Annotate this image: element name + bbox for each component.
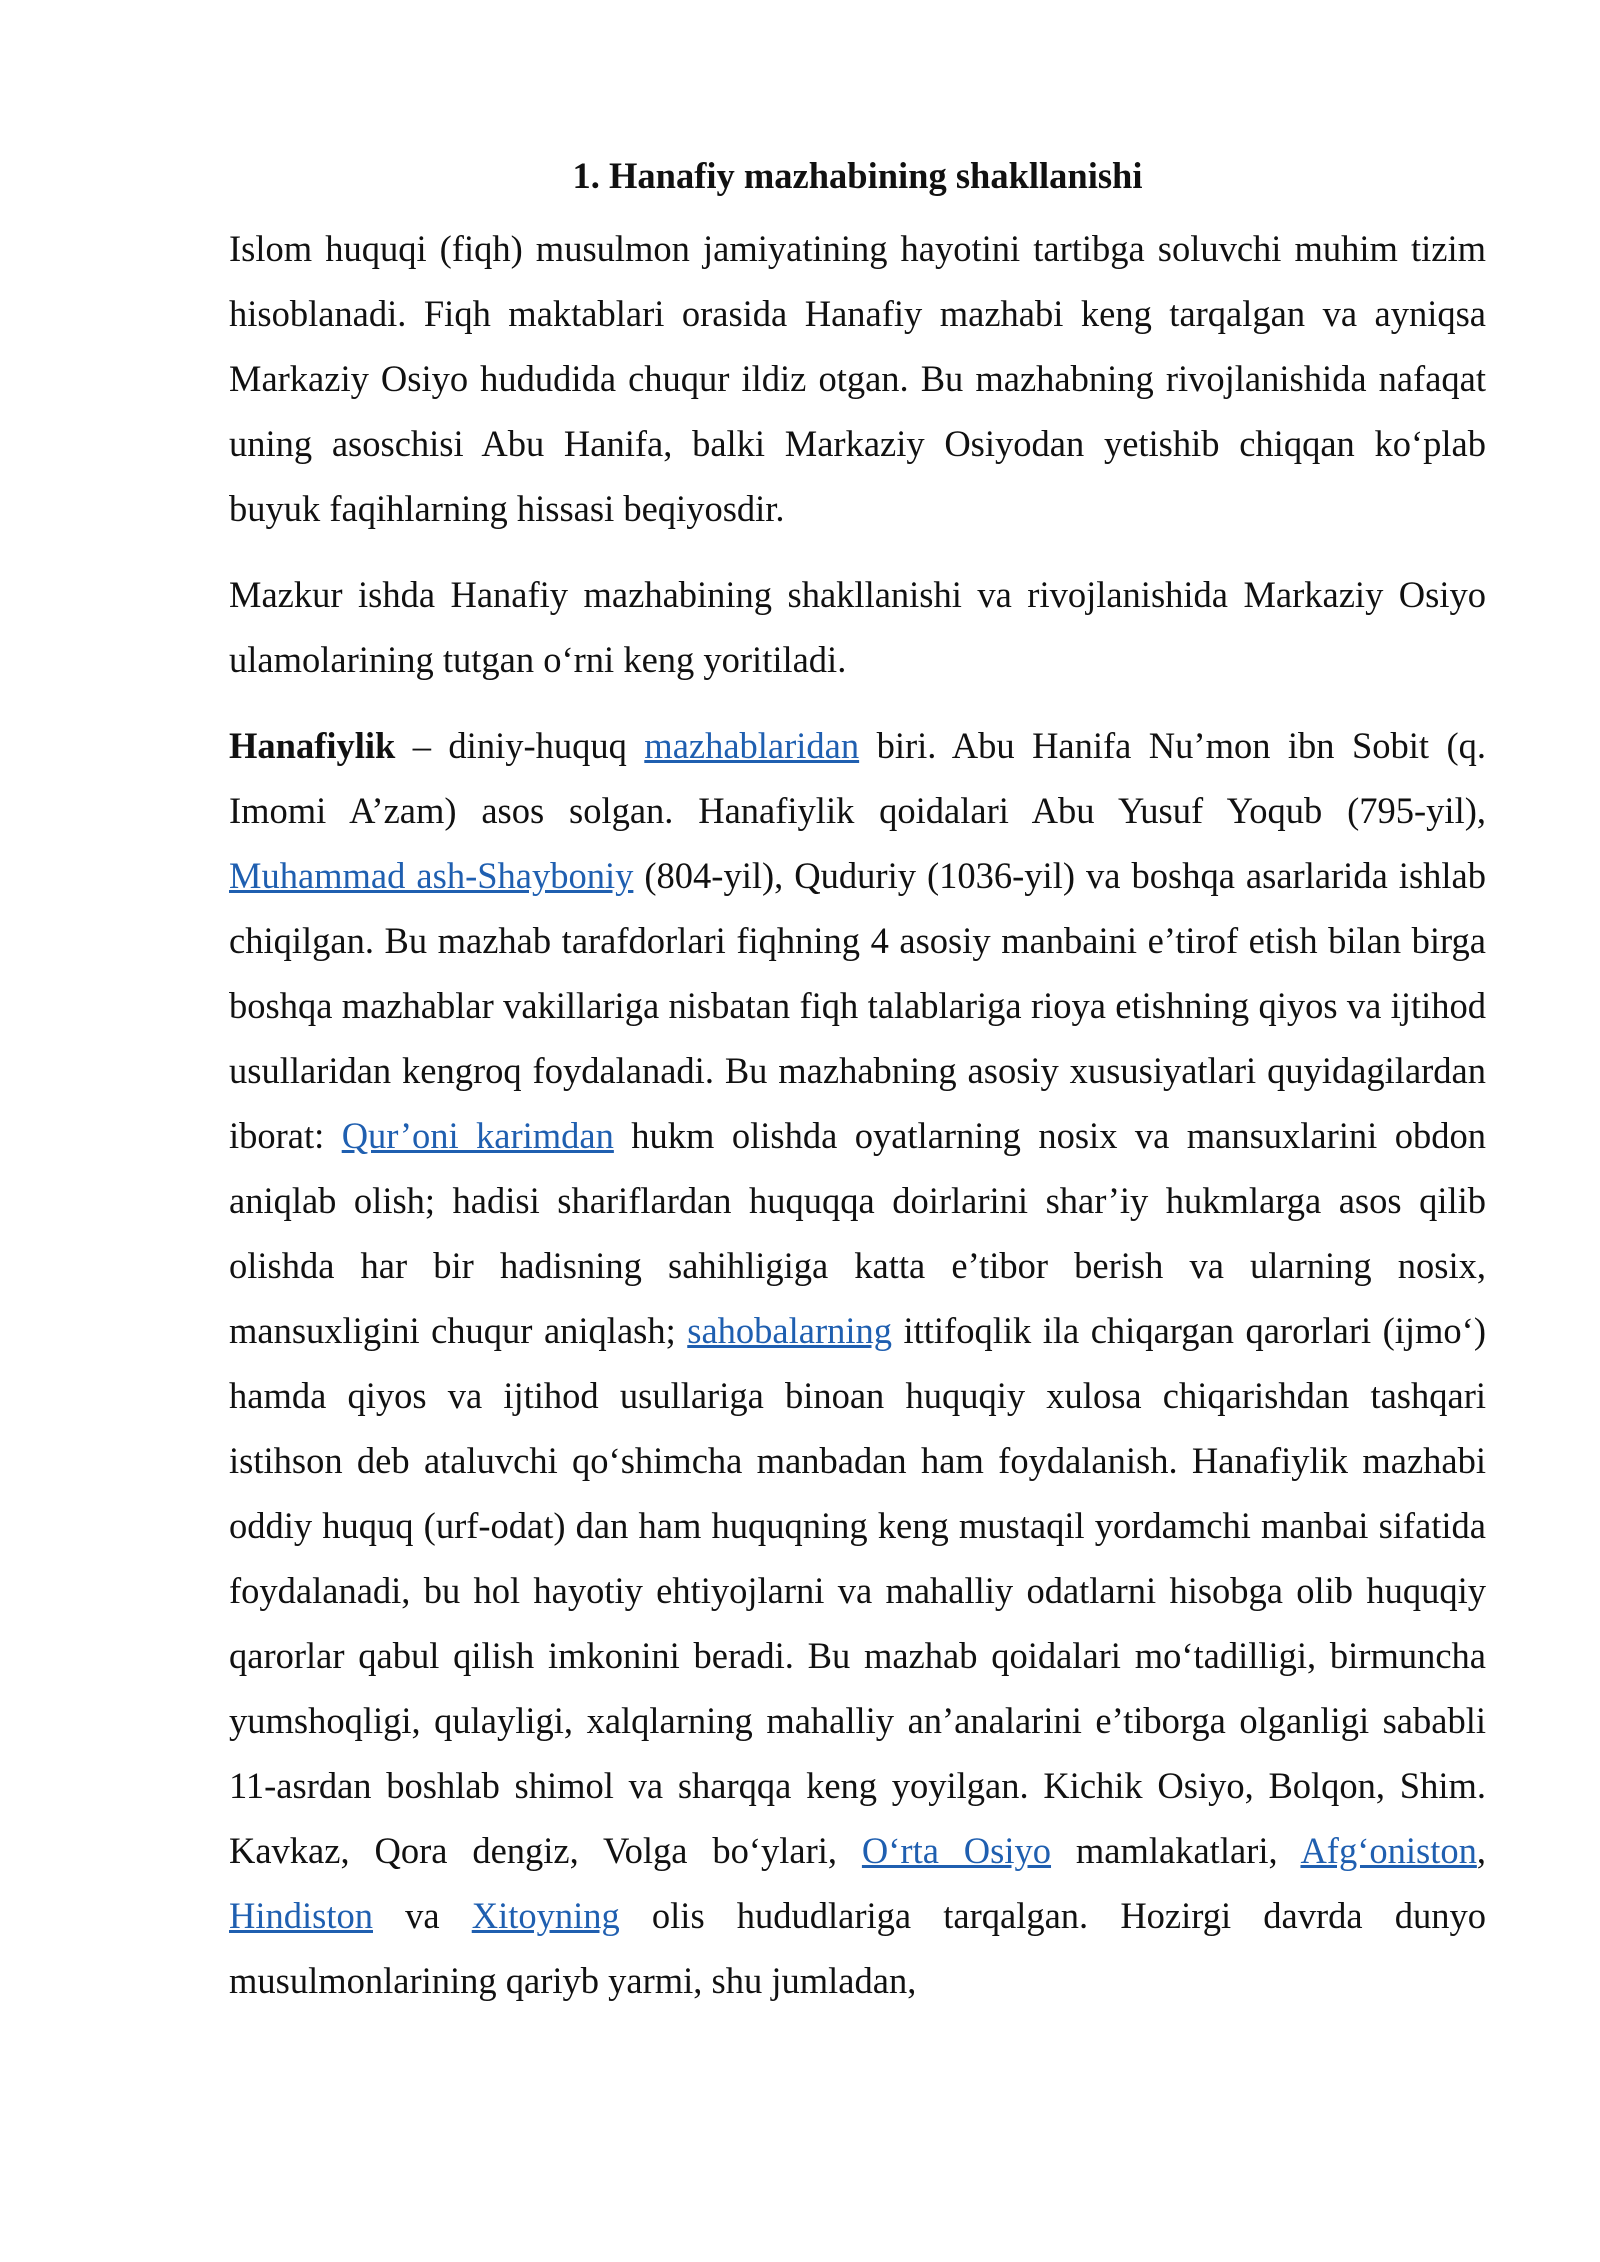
term-hanafiylik: Hanafiylik [229, 725, 396, 766]
text-segment: , [1476, 1830, 1486, 1871]
link-muhammad-ash-shayboniy[interactable]: Muhammad ash-Shayboniy [229, 855, 634, 896]
section-title: 1. Hanafiy mazhabining shakllanishi [572, 155, 1143, 196]
link-hindiston[interactable]: Hindiston [229, 1895, 373, 1936]
text-segment: hukm olishda oyatlarning nosix va mansuxlarini obdon aniqlab olish; hadisi shariflardan huquqqa doirlarini shar’iy hukmlarga asos qilib olishda har bir hadisning sahihligiga katta e’tibor berish va ularning nosix, mansuxligini chuqur aniqlash; [229, 1115, 1486, 1351]
text-segment: mamlakatlari, [1051, 1830, 1301, 1871]
text-segment: – diniy-huquq [395, 725, 645, 766]
document-body [229, 148, 1486, 2034]
paragraph-hanafiylik [229, 713, 1486, 2013]
paragraph-intro: Islom huquqi (fiqh) musulmon jamiyatining hayotini tartibga soluvchi muhim tizim hisoblanadi. Fiqh maktablari orasida Hanafiy mazhabi keng tarqalgan va ayniqsa Markaziy Osiyo hududida chuqur ildiz otgan. Bu mazhabning rivojlanishida nafaqat uning asoschisi Abu Hanifa, balki Markaziy Osiyodan yetishib chiqqan koʻplab buyuk faqihlarning hissasi beqiyosdir. [229, 228, 1486, 529]
text-segment: va [373, 1895, 472, 1936]
paragraph-scope: Mazkur ishda Hanafiy mazhabining shakllanishi va rivojlanishida Markaziy Osiyo ulamolarining tutgan oʻrni keng yoritiladi. [229, 574, 1486, 680]
text-segment: (804-yil), Quduriy (1036-yil) va boshqa asarlarida ishlab chiqilgan. Bu mazhab tarafdorlari fiqhning 4 asosiy manbaini e’tirof etish bilan birga boshqa mazhablar vakillariga nisbatan fiqh talablariga rioya etishning qiyos va ijtihod usullaridan kengroq foydalanadi. Bu mazhabning asosiy xususiyatlari quyidagilardan iborat: [229, 855, 1486, 1156]
link-mazhablaridan[interactable]: mazhablaridan [644, 725, 860, 766]
text-segment: biri. Abu Hanifa Nu’mon ibn Sobit (q. Imomi A’zam) asos solgan. Hanafiylik qoidalari Abu Yusuf Yoqub (795-yil), [229, 725, 1486, 831]
text-segment: ittifoqlik ila chiqargan qarorlari (ijmoʻ) hamda qiyos va ijtihod usullariga binoan huquqiy xulosa chiqarishdan tashqari istihson deb ataluvchi qoʻshimcha manbadan ham foydalanish. Hanafiylik mazhabi oddiy huquq (urf-odat) dan ham huquqning keng mustaqil yordamchi manbai sifatida foydalanadi, bu hol hayotiy ehtiyojlarni va mahalliy odatlarni hisobga olib huquqiy qarorlar qabul qilish imkonini beradi. Bu mazhab qoidalari moʻtadilligi, birmuncha yumshoqligi, qulayligi, xalqlarning mahalliy an’analarini e’tiborga olganligi sababli 11-asrdan boshlab shimol va sharqqa keng yoyilgan. Kichik Osiyo, Bolqon, Shim. Kavkaz, Qora dengiz, Volga boʻylari, [229, 1310, 1486, 1871]
text-segment: olis hududlariga tarqalgan. Hozirgi davrda dunyo musulmonlarining qariyb yarmi, shu jumladan, [229, 1895, 1486, 2001]
link-sahobalarning[interactable]: sahobalarning [687, 1310, 892, 1351]
link-xitoyning[interactable]: Xitoyning [471, 1895, 620, 1936]
link-quroni-karimdan[interactable]: Qur’oni karimdan [341, 1115, 614, 1156]
link-orta-osiyo[interactable]: Oʻrta Osiyo [861, 1830, 1052, 1871]
link-afgoniston[interactable]: Afgʻoniston [1300, 1830, 1477, 1871]
